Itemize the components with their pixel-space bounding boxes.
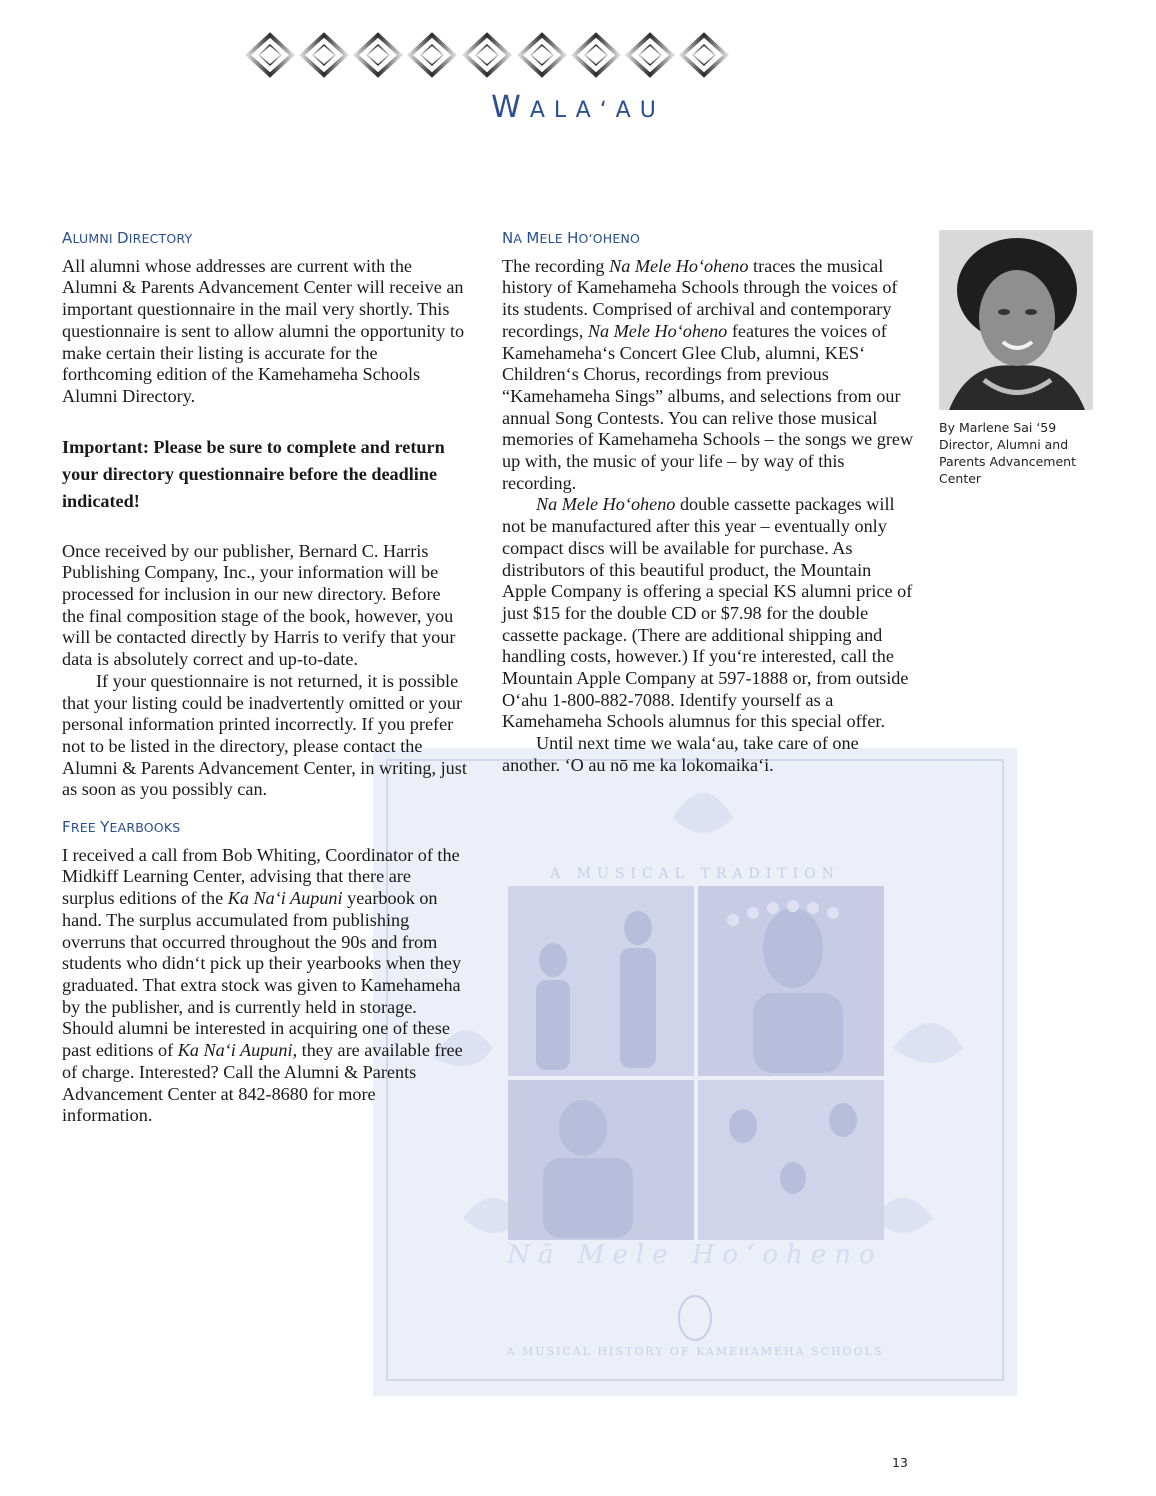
page-title: WALA‘AU	[491, 90, 665, 125]
alumni-paragraph-2: Once received by our publisher, Bernard C. Harris Publishing Company, Inc., your information will be processed for inclusion in our new directory. Before the final composition stage of the book, however, you will be contacted directly by Harris to verify that your data is absolutely correct and up-to-date.	[62, 540, 456, 670]
right-column	[502, 228, 914, 777]
alumni-paragraph-1: All alumni whose addresses are current with the Alumni & Parents Advancement Center will receive an important questionnaire in the mail very shortly. This questionnaire is sent to allow alumni the opportunity to make certain their listing is accurate for the forthcoming edition of the Kamehameha Schools Alumni Directory.	[62, 255, 465, 406]
important-notice: Important: Please be sure to complete and return your directory questionnaire before the deadline indicated!	[62, 436, 445, 511]
decorative-diamond-banner	[240, 30, 734, 80]
album-bottom-text: A MUSICAL HISTORY OF KAMEHAMEHA SCHOOLS	[506, 1345, 884, 1358]
left-column	[62, 228, 467, 1127]
na-mele-paragraph-2: Na Mele Ho‘oheno double cassette packages will not be manufactured after this year – eventually only compact discs will be available for purchase. As distributors of this beautiful product, the Mountain Apple Company is offering a special KS alumni price of just $15 for the double CD or $7.98 for the double cassette package. (There are additional shipping and handling costs, however.) If you‘re interested, call the Mountain Apple Company at 597-1888 or, from outside O‘ahu 1-800-882-7088. Identify yourself as a Kamehameha Schools alumnus for this special offer.	[502, 494, 913, 732]
free-yearbooks-heading: FREE YEARBOOKS	[62, 818, 181, 837]
page-number: 13	[892, 1455, 908, 1470]
album-title-text: Nā Mele Ho‘oheno	[507, 1240, 883, 1270]
na-mele-heading: NA MELE HO‘OHENO	[502, 229, 641, 247]
photo-caption: By Marlene Sai ‘59 Director, Alumni and Parents Advancement Center	[939, 420, 1076, 486]
alumni-directory-heading: ALUMNI DIRECTORY	[62, 229, 193, 247]
na-mele-paragraph-1: The recording Na Mele Ho‘oheno traces the musical history of Kamehameha Schools through the voices of its students. Comprised of archival and contemporary recordings, Na Mele Ho‘oheno features the voices of Kamehameha‘s Concert Glee Club, alumni, KES‘ Children‘s Chorus, recordings from previous “Kamehameha Sings” albums, and selections from our annual Song Contests. You can relive those musical memories of Kamehameha Schools – the songs we grew up with, the music of your life – by way of this recording.	[502, 255, 914, 493]
portrait-photo	[939, 230, 1093, 410]
yearbooks-paragraph: I received a call from Bob Whiting, Coordinator of the Midkiff Learning Center, advising that there are surplus editions of the Ka Na‘i Aupuni yearbook on hand. The surplus accumulated from publishing overruns that occurred throughout the 90s and from students who didn‘t pick up their yearbooks when they graduated. That extra stock was given to Kamehameha by the publisher, and is currently held in storage. Should alumni be interested in acquiring one of these past editions of Ka Na‘i Aupuni, they are available free of charge. Interested? Call the Alumni & Parents Advancement Center at 842-8680 for more information.	[62, 844, 463, 1126]
album-top-text: A MUSICAL TRADITION	[550, 866, 840, 882]
album-cover-image	[373, 748, 1017, 1396]
closing-paragraph: Until next time we wala‘au, take care of one another. ‘O au nō me ka lokomaika‘i.	[502, 733, 859, 775]
alumni-paragraph-3: If your questionnaire is not returned, it is possible that your listing could be inadvertently omitted or your personal information printed incorrectly. If you prefer not to be listed in the directory, please contact the Alumni & Parents Advancement Center, in writing, just as soon as you possibly can.	[62, 670, 467, 800]
